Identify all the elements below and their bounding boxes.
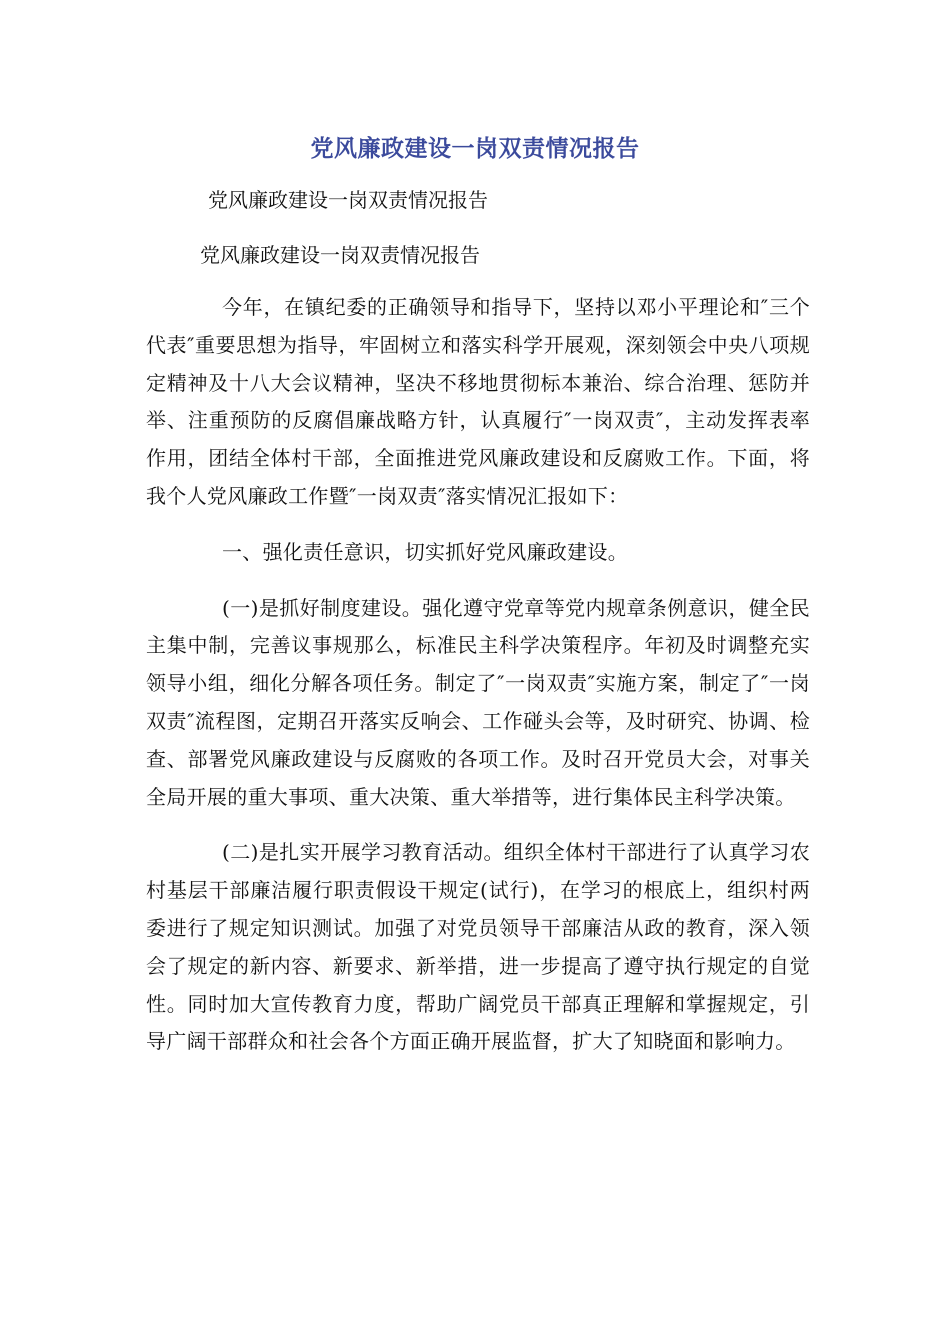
document-title: 党风廉政建设一岗双责情况报告 [310,136,640,162]
section-paragraph-2: (二)是扎实开展学习教育活动。组织全体村干部进行了认真学习农村基层干部廉洁履行职责假设干规定(试行)，在学习的根底上，组织村两委进行了规定知识测试。加强了对党员领导干部廉洁从政的教育，深入领会了规定的新内容、新要求、新举措，进一步提高了遵守执行规定的自觉性。同时加大宣传教育力度，帮助广阔党员干部真正理解和掌握规定，引导广阔干部群众和社会各个方面正确开展监督，扩大了知晓面和影响力。 [146,840,810,1054]
document-subtitle: 党风廉政建设一岗双责情况报告 [208,188,488,212]
intro-paragraph: 今年，在镇纪委的正确领导和指导下，坚持以邓小平理论和″三个代表″重要思想为指导，牢固树立和落实科学开展观，深刻领会中央八项规定精神及十八大会议精神，坚决不移地贯彻标本兼治、综合治理、惩防并举、注重预防的反腐倡廉战略方针，认真履行″一岗双责″，主动发挥表率作用，团结全体村干部，全面推进党风廉政建设和反腐败工作。下面，将我个人党风廉政工作暨″一岗双责″落实情况汇报如下： [146,295,810,508]
section-heading: 一、强化责任意识，切实抓好党风廉政建设。 [222,539,628,564]
document-body [146,289,810,1061]
section-paragraph-1: (一)是抓好制度建设。强化遵守党章等党内规章条例意识，健全民主集中制，完善议事规那么，标准民主科学决策程序。年初及时调整充实领导小组，细化分解各项任务。制定了″一岗双责″实施方案，制定了″一岗双责″流程图，定期召开落实反响会、工作碰头会等，及时研究、协调、检查、部署党风廉政建设与反腐败的各项工作。及时召开党员大会，对事关全局开展的重大事项、重大决策、重大举措等，进行集体民主科学决策。 [146,595,810,809]
document-subtitle-repeat: 党风廉政建设一岗双责情况报告 [200,243,480,267]
